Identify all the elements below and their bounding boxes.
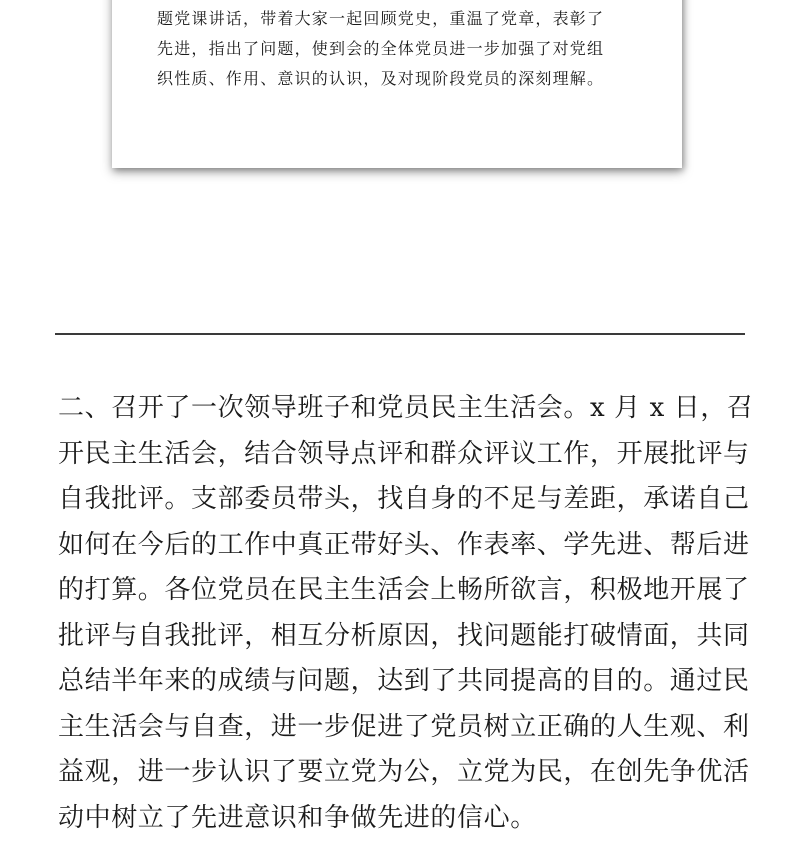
body-paragraph: [58, 386, 758, 841]
quote-card-line: 先进，指出了问题，使到会的全体党员进一步加强了对党组: [157, 34, 657, 64]
paragraph-line: 二、召开了一次领导班子和党员民主生活会。x 月 x 日，召: [58, 386, 758, 432]
paragraph-line: 主生活会与自查，进一步促进了党员树立正确的人生观、利: [58, 705, 758, 751]
quote-card-text: [157, 4, 657, 94]
paragraph-line: 自我批评。支部委员带头，找自身的不足与差距，承诺自己: [58, 477, 758, 523]
quote-card-line: 题党课讲话，带着大家一起回顾党史，重温了党章，表彰了: [157, 4, 657, 34]
paragraph-line: 的打算。各位党员在民主生活会上畅所欲言，积极地开展了: [58, 568, 758, 614]
paragraph-line: 益观，进一步认识了要立党为公，立党为民，在创先争优活: [58, 750, 758, 796]
paragraph-line: 动中树立了先进意识和争做先进的信心。: [58, 796, 758, 841]
quote-card-line: 织性质、作用、意识的认识，及对现阶段党员的深刻理解。: [157, 64, 657, 94]
paragraph-line: 批评与自我批评，相互分析原因，找问题能打破情面，共同: [58, 614, 758, 660]
paragraph-line: 总结半年来的成绩与问题，达到了共同提高的目的。通过民: [58, 659, 758, 705]
paragraph-line: 如何在今后的工作中真正带好头、作表率、学先进、帮后进: [58, 523, 758, 569]
section-divider: [55, 333, 745, 335]
quote-card: [112, 0, 682, 168]
paragraph-line: 开民主生活会，结合领导点评和群众评议工作，开展批评与: [58, 432, 758, 478]
